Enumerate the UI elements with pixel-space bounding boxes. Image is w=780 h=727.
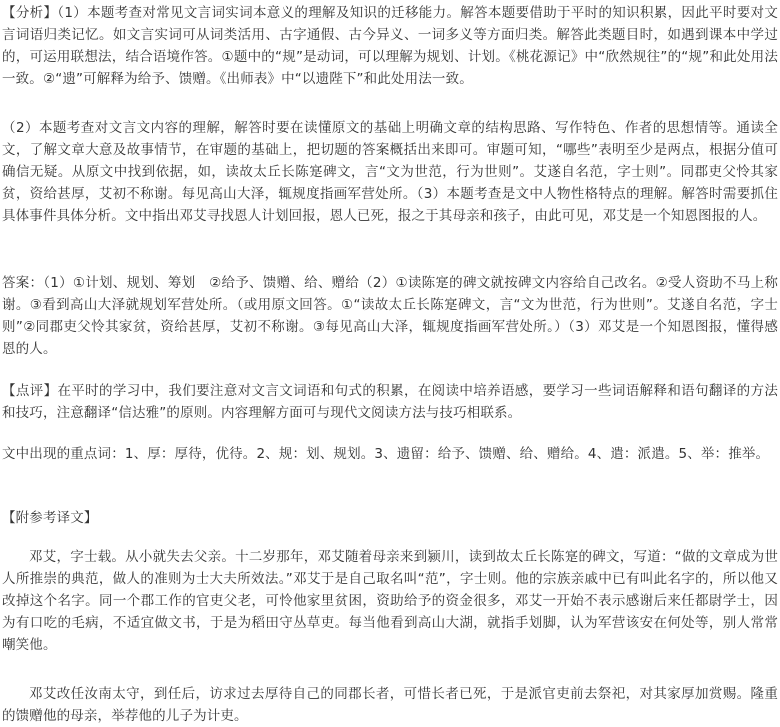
translation-paragraph-1: 邓艾，字士载。从小就失去父亲。十二岁那年，邓艾随着母亲来到颍川，读到故太丘长陈寔的碑文，写道：“做的文章成为世人所推崇的典范，做人的准则为士大夫所效法。”邓艾于是自己取名叫“范”，字士则。他的宗族亲戚中已有叫此名字的，所以他又改掉这个名字。同一个郡工作的官吏父老，可怜他家里贫困，资助给予的资金很多，邓艾一开始不表示感谢后来任都尉学士，因为有口吃的毛病，不适宜做文书，于是为稻田守丛草吏。每当他看到高山大湖，就指手划脚，认为军营该安在何处等，别人常常嘲笑他。	[2, 549, 778, 653]
translation-heading: 【附参考译文】	[2, 510, 98, 526]
comment-paragraph: 【点评】在平时的学习中，我们要注意对文言文词语和句式的积累，在阅读中培养语感，要学习一些词语解释和语句翻译的方法和技巧，注意翻译“信达雅”的原则。内容理解方面可与现代文阅读方法与技巧相联系。	[2, 383, 778, 421]
analysis-part1: 【分析】（1）本题考查对常见文言词实词本意义的理解及知识的迁移能力。解答本题要借助于平时的知识积累，因此平时要对文言词语归类记忆。如文言实词可从词类活用、古字通假、古今异义、一词多义等方面归类。解答此类题目时，如遇到课本中学过的，可运用联想法，结合语境作答。①题中的“规”是动词，可以理解为规划、计划。《桃花源记》中“欣然规往”的“规”和此处用法一致。②“遗”可解释为给予、馈赠。《出师表》中“以遗陛下”和此处用法一致。	[2, 5, 778, 87]
translation-paragraph-2: 邓艾改任汝南太守，到任后，访求过去厚待自己的同郡长者，可惜长者已死，于是派官吏前去祭祀，对其家厚加赏赐。隆重的馈赠他的母亲，举荐他的儿子为计吏。	[2, 686, 778, 724]
analysis-part2: （2）本题考查对文言文内容的理解，解答时要在读懂原文的基础上明确文章的结构思路、写作特色、作者的思想情等。通读全文，了解文章大意及故事情节，在审题的基础上，把切题的答案概括出来即可。审题可知，“哪些”表明至少是两点，根据分值可确信无疑。从原文中找到依据，如，读故太丘长陈寔碑文，言“文为世范，行为世则”。艾遂自名范，字士则”。同郡吏父怜其家贫，资给甚厚，艾初不称谢。每见高山大泽，辄规度指画军营处所。（3）本题考查是文中人物性格特点的理解。解答时需要抓住具体事件具体分析。文中指出邓艾寻找恩人计划回报，恩人已死，报之于其母亲和孩子，由此可见，邓艾是一个知恩图报的人。	[2, 120, 778, 224]
answer-paragraph: 答案：（1）①计划、规划、筹划 ②给予、馈赠、给、赠给（2）①读陈寔的碑文就按碑文内容给自己改名。②受人资助不马上称谢。③看到高山大泽就规划军营处所。（或用原文回答。①“读故太丘长陈寔碑文，言“文为世范，行为世则”。艾遂自名范，字士则”②同郡吏父怜其家贫，资给甚厚，艾初不称谢。③每见高山大泽，辄规度指画军营处所。）（3）邓艾是一个知恩图报，懂得感恩的人。	[2, 275, 778, 357]
key-words-paragraph: 文中出现的重点词：1、厚：厚待，优待。2、规：划、规划。3、遗留：给予、馈赠、给、赠给。4、遣：派遣。5、举：推举。	[2, 446, 770, 462]
